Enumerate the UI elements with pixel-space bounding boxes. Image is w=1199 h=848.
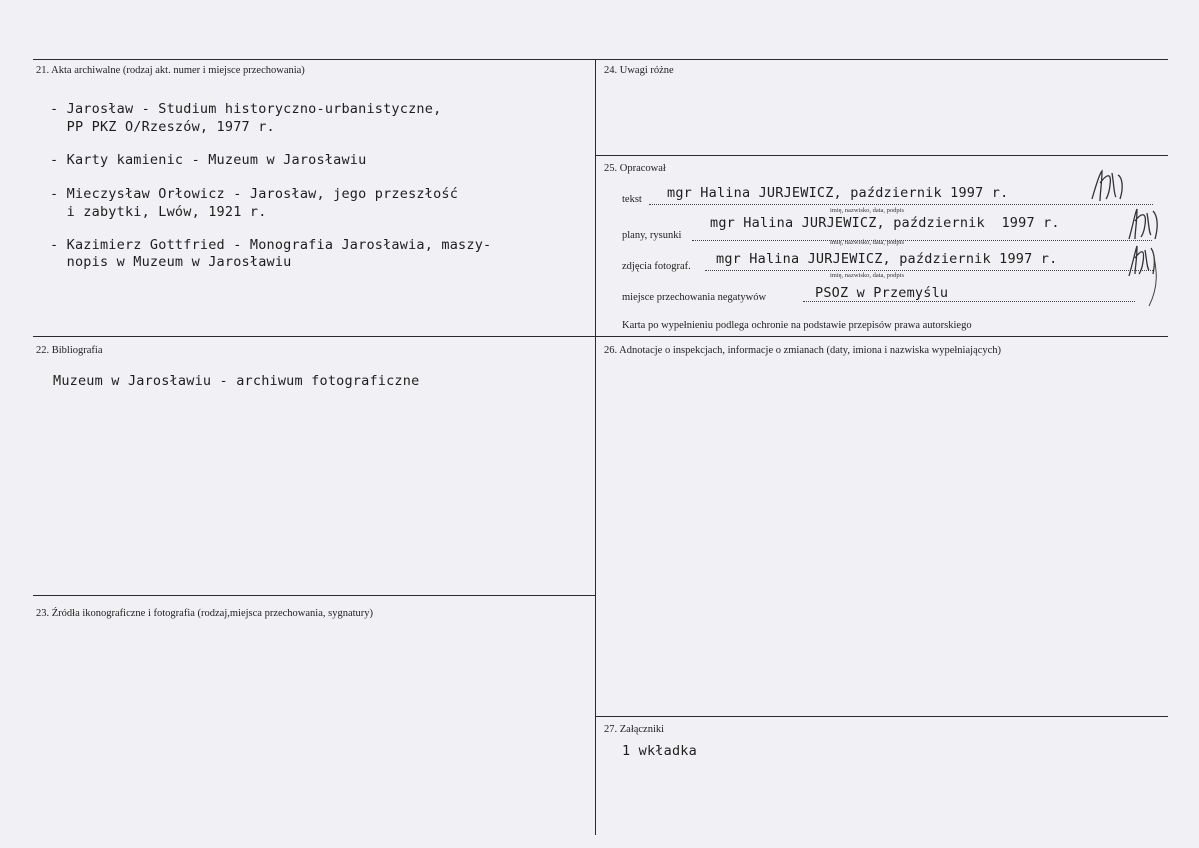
plany-dotted-line xyxy=(692,240,1152,241)
zdjecia-dotted-line xyxy=(705,270,1153,271)
section-21-label: 21. Akta archiwalne (rodzaj akt. numer i miejsce przechowania) xyxy=(36,65,305,76)
section-21-line-3: - Karty kamienic - Muzeum w Jarosławiu xyxy=(50,152,367,168)
divider-22-23 xyxy=(33,595,595,596)
section-21-line-1: - Jarosław - Studium historyczno-urbanistyczne, xyxy=(50,101,442,117)
tekst-value: mgr Halina JURJEWICZ, październik 1997 r. xyxy=(667,185,1009,201)
divider-21-22-26 xyxy=(33,336,1168,337)
divider-26-27 xyxy=(595,716,1168,717)
zdjecia-value: mgr Halina JURJEWICZ, październik 1997 r. xyxy=(716,251,1058,267)
signature-2 xyxy=(1125,203,1165,245)
plany-label: plany, rysunki xyxy=(622,230,682,241)
section-22-text: Muzeum w Jarosławiu - archiwum fotograficzne xyxy=(53,373,420,389)
section-22-label: 22. Bibliografia xyxy=(36,345,103,356)
section-21-line-5: i zabytki, Lwów, 1921 r. xyxy=(50,204,267,220)
section-21-line-4: - Mieczysław Orłowicz - Jarosław, jego przeszłość xyxy=(50,186,459,202)
section-27-text: 1 wkładka xyxy=(622,743,697,759)
negatywy-value: PSOZ w Przemyślu xyxy=(815,285,949,301)
section-21-line-6: - Kazimierz Gottfried - Monografia Jarosławia, maszy- xyxy=(50,237,492,253)
negatywy-dotted-line xyxy=(803,301,1135,302)
section-21-line-7: nopis w Muzeum w Jarosławiu xyxy=(50,254,292,270)
signature-1 xyxy=(1088,165,1132,207)
plany-caption: imię, nazwisko, data, podpis xyxy=(830,239,905,246)
tekst-dotted-line xyxy=(649,204,1153,205)
top-border xyxy=(33,59,1168,60)
signature-bracket xyxy=(1145,250,1165,310)
section-21-line-2: PP PKZ O/Rzeszów, 1977 r. xyxy=(50,119,275,135)
copyright-note: Karta po wypełnieniu podlega ochronie na podstawie przepisów prawa autorskiego xyxy=(622,320,972,331)
zdjecia-caption: imię, nazwisko, data, podpis xyxy=(830,272,905,279)
negatywy-label: miejsce przechowania negatywów xyxy=(622,292,767,303)
section-25-label: 25. Opracował xyxy=(604,163,666,174)
divider-24-25 xyxy=(595,155,1168,156)
zdjecia-label: zdjęcia fotograf. xyxy=(622,261,691,272)
section-26-label: 26. Adnotacje o inspekcjach, informacje o zmianach (daty, imiona i nazwiska wypełniających) xyxy=(604,345,1002,356)
section-23-label: 23. Źródła ikonograficzne i fotografia (rodzaj,miejsca przechowania, sygnatury) xyxy=(36,608,374,619)
tekst-label: tekst xyxy=(622,194,642,205)
plany-value: mgr Halina JURJEWICZ, październik 1997 r. xyxy=(710,215,1060,231)
center-divider xyxy=(595,59,596,835)
tekst-caption: imię, nazwisko, data, podpis xyxy=(830,207,905,214)
section-24-label: 24. Uwagi różne xyxy=(604,65,674,76)
section-27-label: 27. Załączniki xyxy=(604,724,665,735)
